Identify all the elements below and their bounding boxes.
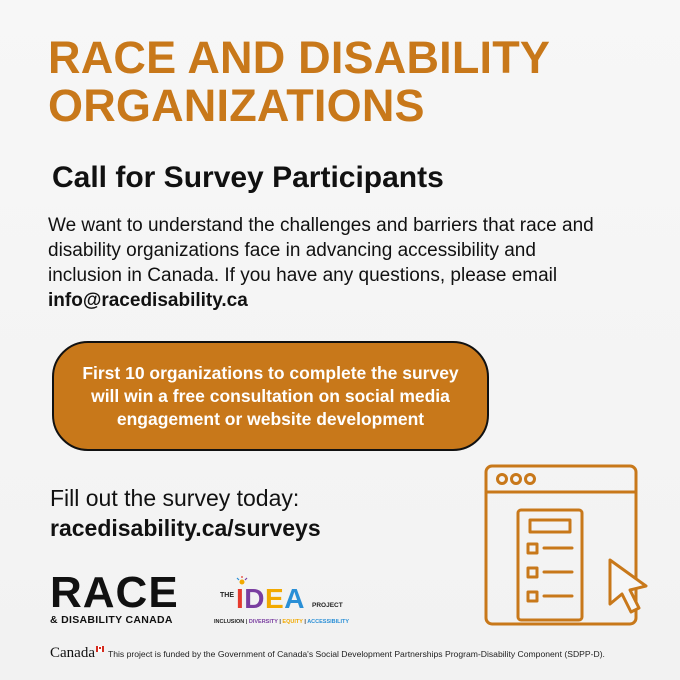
idea-letter-d: D bbox=[244, 583, 266, 614]
tagline-diversity: DIVERSITY bbox=[248, 619, 278, 625]
idea-the-label: THE bbox=[220, 592, 234, 599]
canada-wordmark-text: Canada bbox=[50, 645, 95, 661]
funding-statement: This project is funded by the Government of Canada's Social Development Partnerships Program-Disability Component (SDPP-D). bbox=[107, 648, 605, 659]
promo-text: First 10 organizations to complete the survey will win a free consultation on social media engagement or website development bbox=[82, 362, 459, 429]
contact-email-link[interactable]: info@racedisability.ca bbox=[48, 290, 248, 311]
poster-title bbox=[48, 34, 648, 130]
race-logo-subtitle: & DISABILITY CANADA bbox=[50, 614, 173, 626]
title-line-2: ORGANIZATIONS bbox=[48, 80, 425, 131]
canada-flag-icon bbox=[96, 646, 104, 652]
idea-project-logo bbox=[214, 580, 364, 632]
tagline-inclusion: INCLUSION bbox=[214, 619, 245, 625]
idea-wordmark bbox=[236, 584, 305, 614]
survey-url-link[interactable]: racedisability.ca/surveys bbox=[50, 515, 321, 541]
body-paragraph bbox=[48, 213, 608, 313]
poster-subtitle: Call for Survey Participants bbox=[52, 161, 444, 194]
idea-letter-a: A bbox=[284, 583, 305, 614]
race-disability-canada-logo bbox=[50, 568, 190, 626]
promo-callout bbox=[52, 341, 489, 451]
cta-text: Fill out the survey today: bbox=[50, 485, 300, 511]
idea-tagline: INCLUSION | DIVERSITY | EQUITY | ACCESSIBILITY bbox=[214, 619, 350, 625]
title-line-1: RACE AND DISABILITY bbox=[48, 32, 551, 83]
funding-footer bbox=[50, 645, 670, 662]
tagline-accessibility: ACCESSIBILITY bbox=[307, 619, 350, 625]
browser-form-cursor-icon bbox=[482, 462, 654, 632]
race-logo-wordmark: RACE bbox=[50, 568, 179, 617]
idea-letter-e: E bbox=[265, 583, 285, 614]
body-text: We want to understand the challenges and barriers that race and disability organizations face in advancing accessibility and inclusion in Canada. If you have any questions, please email bbox=[48, 215, 594, 286]
idea-letter-i: I bbox=[236, 583, 245, 614]
canada-wordmark bbox=[50, 645, 104, 662]
tagline-equity: EQUITY bbox=[282, 619, 303, 625]
idea-project-label: PROJECT bbox=[312, 602, 343, 609]
